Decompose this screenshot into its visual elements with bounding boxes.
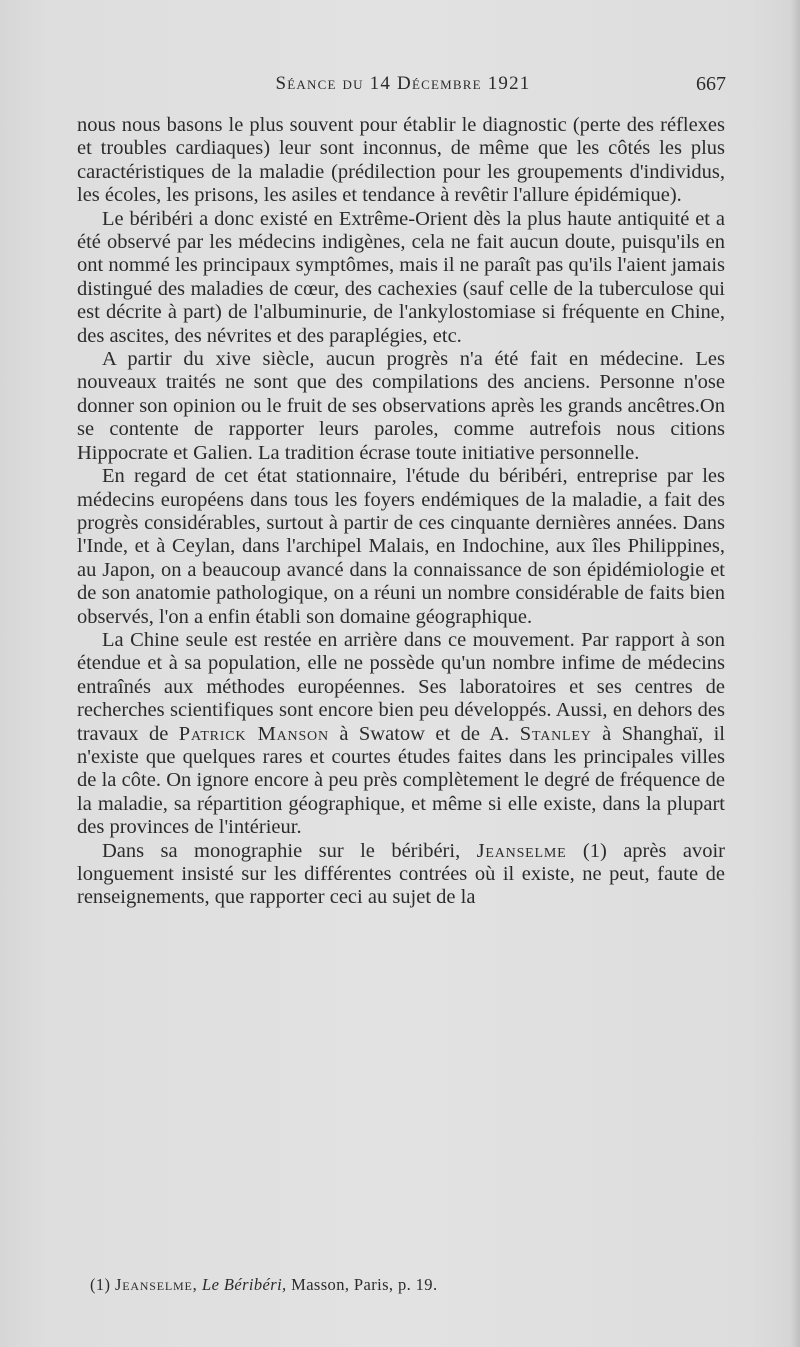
footnote-marker: (1) (90, 1275, 115, 1294)
text-run: à Shanghaï, il n'existe que quelques rares et courtes études faites dans les principales villes de la côte. On ignore encore à peu près complètement le degré de fréquence de la maladie, sa répartition géographique, et même si elle existe, dans la plupart des provinces de l'intérieur. (77, 722, 725, 839)
footnote-publisher: Masson, Paris, p. 19. (286, 1275, 438, 1294)
running-header (78, 73, 728, 103)
author-name-manson: Patrick Manson (178, 722, 329, 745)
text-run: La Chine seule est restée en arrière dans ce mouvement. Par rapport à son étendue et à sa population, elle ne possède qu'un nombre infime de médecins entraînés aux méthodes européennes. Ses laboratoires et ses centres de recherches scientifiques sont encore bien peu développés. Aussi, en dehors des travaux de (77, 628, 725, 745)
footnote-title: Le Béribéri, (202, 1275, 287, 1294)
footnote (90, 1275, 710, 1295)
page-edge-shadow (790, 0, 800, 1347)
page-number: 667 (696, 73, 726, 95)
body-text (77, 114, 725, 910)
paragraph-beriberi-antiquity: Le béribéri a donc existé en Extrême-Orient dès la plus haute antiquité et a été observé par les médecins indigènes, cela ne fait aucun doute, puisqu'ils en ont nommé les principaux symptômes, mais il ne paraît pas qu'ils l'aient jamais distingué des maladies de cœur, des cachexies (sauf celle de la tuberculose qui est décrite à part) de l'albuminurie, de l'ankylostomiase si fréquente en Chine, des ascites, des névrites et des paraplégies, etc. (77, 207, 725, 347)
text-run: (1) après avoir longuement insisté sur les différentes contrées où il existe, ne peut, faute de renseignements, que rapporter ceci au sujet de la (77, 839, 726, 909)
paragraph-china-behind (77, 629, 725, 840)
text-run: à Swatow et de A. (328, 722, 520, 745)
author-name-stanley: Stanley (519, 722, 592, 745)
text-run: Dans sa monographie sur le béribéri, (102, 839, 477, 862)
paragraph-european-study: En regard de cet état stationnaire, l'étude du béribéri, entreprise par les médecins européens dans tous les foyers endémiques de la maladie, a fait des progrès considérables, surtout à partir de ces cinquante dernières années. Dans l'Inde, et à Ceylan, dans l'archipel Malais, en Indochine, aux îles Philippines, au Japon, on a beaucoup avancé dans la connaissance de son épidémiologie et de son anatomie pathologique, on a réuni un nombre considérable de faits bien observés, l'on a enfin établi son domaine géographique. (77, 465, 725, 628)
running-title: Séance du 14 Décembre 1921 (275, 73, 531, 94)
footnote-author: Jeanselme, (114, 1275, 198, 1294)
paragraph-fourteenth-century: A partir du xive siècle, aucun progrès n'a été fait en médecine. Les nouveaux traités ne sont que des compilations des anciens. Personne n'ose donner son opinion ou le fruit de ses observations après les grands ancêtres.On se contente de rapporter leurs paroles, comme autrefois nous citions Hippocrate et Galien. La tradition écrase toute initiative personnelle. (77, 348, 725, 464)
author-name-jeanselme: Jeanselme (476, 839, 567, 862)
paragraph-continuation: nous nous basons le plus souvent pour établir le diagnostic (perte des réflexes et troubles cardiaques) leur sont inconnus, de même que les côtés les plus caractéristiques de la maladie (prédilection pour les groupements d'individus, les écoles, les prisons, les asiles et tendance à revêtir l'allure épidémique). (77, 114, 725, 207)
paragraph-jeanselme-monograph (77, 840, 725, 910)
